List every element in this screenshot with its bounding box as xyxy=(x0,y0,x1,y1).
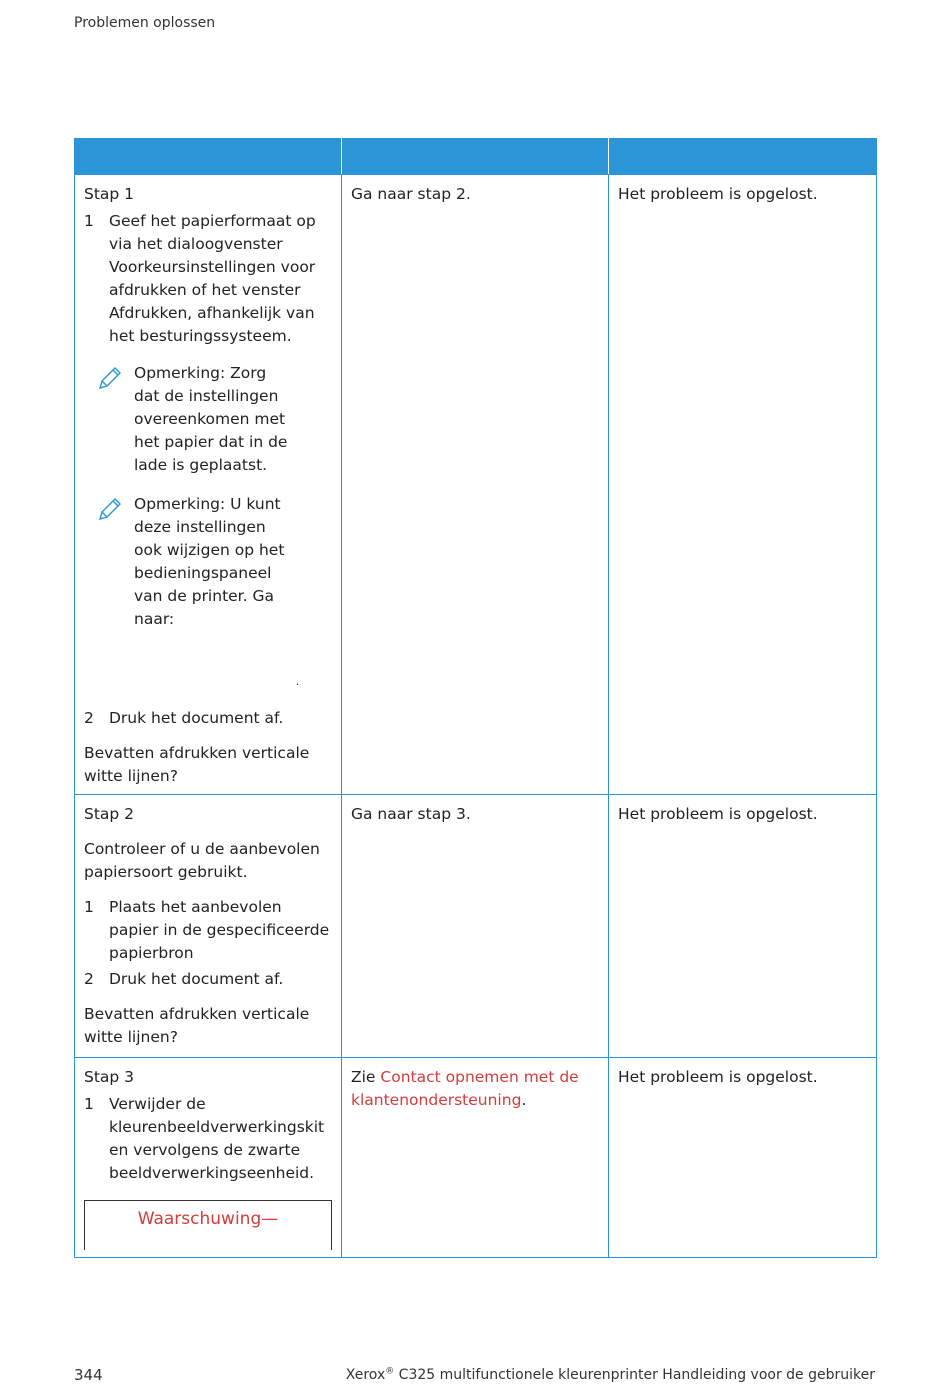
question: Bevatten afdrukken verticale witte lijnen? xyxy=(84,744,310,785)
pencil-icon xyxy=(96,362,134,477)
yes-cell: Ga naar stap 3. xyxy=(342,795,609,1058)
header-cell-no xyxy=(609,139,877,175)
question: Bevatten afdrukken verticale witte lijnen? xyxy=(84,1005,310,1046)
page-number: 344 xyxy=(74,1366,103,1384)
header-cell-action xyxy=(75,139,342,175)
footer-title: Xerox® C325 multifunctionele kleurenprinter Handleiding voor de gebruiker xyxy=(345,1366,875,1383)
list-item: 1 Verwijder de kleurenbeeldverwerkingskit en vervolgens de zwarte beeldverwerkingseenheid. xyxy=(84,1095,325,1182)
no-cell: Het probleem is opgelost. xyxy=(609,175,877,795)
support-link[interactable]: Contact opnemen met de klantenondersteuning xyxy=(351,1068,579,1109)
warning-box xyxy=(84,1200,332,1250)
running-header: Problemen oplossen xyxy=(74,15,216,31)
table-row xyxy=(75,795,877,1058)
menu-path-placeholder: . xyxy=(296,677,300,688)
no-cell: Het probleem is opgelost. xyxy=(609,1058,877,1258)
note: Opmerking: U kunt deze instellingen ook wijzigen op het bedieningspaneel van de printer. Ga naar: xyxy=(96,493,332,631)
table-header-row xyxy=(75,139,877,175)
action-cell xyxy=(75,175,342,795)
list-item: 2 Druk het document af. xyxy=(84,970,284,988)
table-row xyxy=(75,1058,877,1258)
yes-cell: Ga naar stap 2. xyxy=(342,175,609,795)
note: Opmerking: Zorg dat de instellingen overeenkomen met het papier dat in de lade is geplaatst. xyxy=(96,362,332,477)
action-cell xyxy=(75,1058,342,1258)
warning-label: Waarschuwing— xyxy=(137,1209,279,1229)
step-title: Stap 2 xyxy=(84,805,135,823)
table-row xyxy=(75,175,877,795)
yes-cell: Zie Contact opnemen met de klantenondersteuning. xyxy=(342,1058,609,1258)
step-title: Stap 3 xyxy=(84,1068,135,1086)
list-item: 1 Geef het papierformaat op via het dialoogvenster Voorkeursinstellingen voor afdrukken of het venster Afdrukken, afhankelijk van het besturingssysteem. xyxy=(84,212,316,345)
header-cell-yes xyxy=(342,139,609,175)
action-cell xyxy=(75,795,342,1058)
list-item: 2 Druk het document af. xyxy=(84,709,284,727)
no-cell: Het probleem is opgelost. xyxy=(609,795,877,1058)
list-item: 1 Plaats het aanbevolen papier in de gespecificeerde papierbron xyxy=(84,898,330,962)
intro: Controleer of u de aanbevolen papiersoort gebruikt. xyxy=(84,840,320,881)
pencil-icon xyxy=(96,493,134,631)
step-title: Stap 1 xyxy=(84,185,135,203)
troubleshooting-table xyxy=(74,138,877,1258)
